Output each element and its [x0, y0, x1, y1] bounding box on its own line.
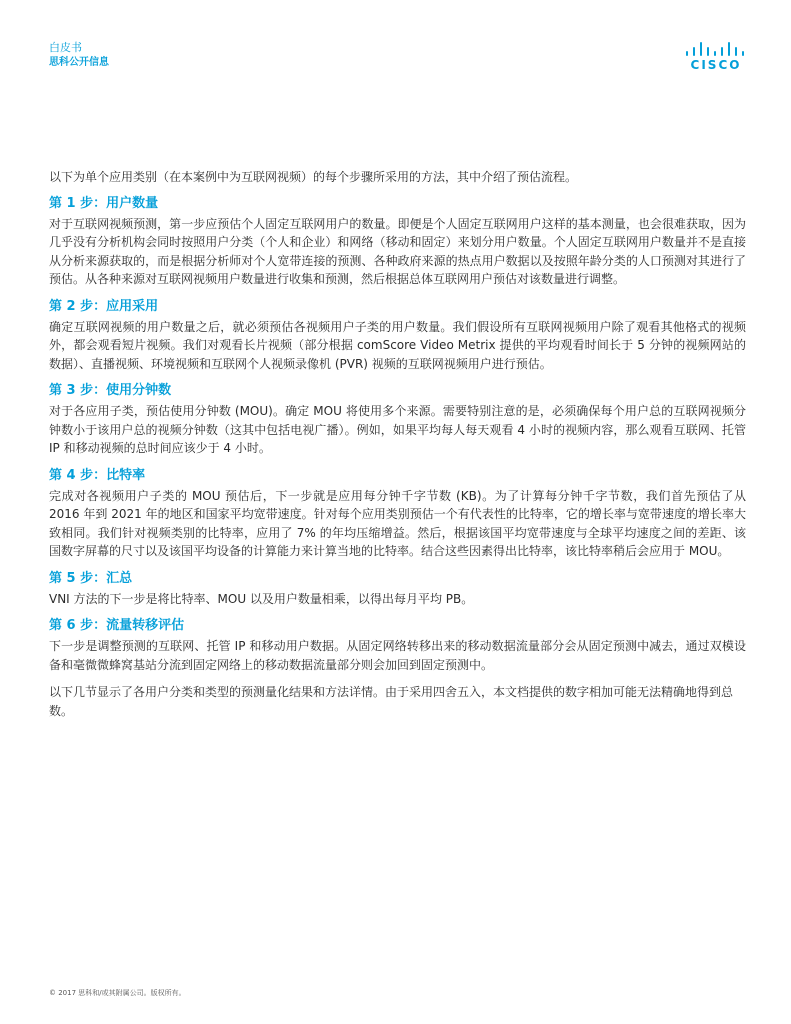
cisco-logo [685, 42, 747, 74]
cisco-logo-bars-icon [685, 42, 747, 56]
cisco-logo-wordmark: CISCO [690, 58, 742, 72]
document-type-label: 白皮书 [49, 41, 82, 54]
step-heading: 第 2 步：应用采用 [49, 298, 159, 314]
step-paragraph: 对于各应用子类，预估使用分钟数 (MOU)。确定 MOU 将使用多个来源。需要特别注意的是，必须确保每个用户总的互联网视频分钟数小于该用户总的视频分钟数（这其中包括电视广播）。例如，如果平均每人每天观看 4 小时的视频内容，那么观看互联网、托管 IP 和移动视频的总时间应该少于 4 小时。 [49, 404, 746, 455]
step-section [49, 298, 746, 374]
step-section [49, 382, 746, 458]
step-section [49, 570, 746, 609]
closing-paragraph: 以下几节显示了各用户分类和类型的预测量化结果和方法详情。由于采用四舍五入，本文档提供的数字相加可能无法精确地得到总数。 [49, 685, 734, 718]
classification-label: 思科公开信息 [49, 57, 109, 68]
step-heading: 第 6 步：流量转移评估 [49, 618, 185, 633]
step-heading: 第 1 步：用户数量 [49, 195, 159, 211]
step-section [49, 617, 746, 674]
intro-paragraph: 以下为单个应用类别（在本案例中为互联网视频）的每个步骤所采用的方法，其中介绍了预估流程。 [49, 170, 578, 184]
step-heading: 第 4 步：比特率 [49, 467, 146, 483]
step-paragraph: 确定互联网视频的用户数量之后，就必须预估各视频用户子类的用户数量。我们假设所有互联网视频用户除了观看其他格式的视频外，都会观看短片视频。我们对观看长片视频（部分根据 comScore Video Metrix 提供的平均观看时间长于 5 分钟的视频网站的数据）、直播视频、环境视频和互联网个人视频录像机 (PVR) 视频的互联网视频用户进行预估。 [49, 319, 746, 371]
step-section [49, 467, 746, 561]
step-heading: 第 3 步：使用分钟数 [49, 383, 172, 398]
document-header [49, 40, 109, 70]
step-paragraph: 完成对各视频用户子类的 MOU 预估后，下一步就是应用每分钟千字节数 (KB)。为了计算每分钟千字节数，我们首先预估了从 2016 年到 2021 年的地区和国家平均宽带速度。针对每个应用类别预估一个有代表性的比特率，它的增长率与宽带速度的增长率大致相同。我们针对视频类别的比特率，应用了 7% 的年均压缩增益。然后，根据该国平均宽带速度与全球平均速度之间的差距、该国数字屏幕的尺寸以及该国平均设备的计算能力来计算当地的比特率。结合这些因素得出比特率，该比特率稍后会应用于 MOU。 [49, 488, 746, 558]
step-paragraph: 对于互联网视频预测，第一步应预估个人固定互联网用户的数量。即便是个人固定互联网用户这样的基本测量，也会很难获取，因为几乎没有分析机构会同时按照用户分类（个人和企业）和网络（移动和固定）来划分用户数量。个人固定互联网用户数量并不是直接从分析来源获取的，而是根据分析师对个人宽带连接的预测、各种政府来源的热点用户数据以及按照年龄分类的人口预测对其进行了预估。从各种来源对互联网视频用户数量进行收集和预测，然后根据总体互联网用户预估对该数量进行调整。 [49, 216, 746, 286]
copyright-footer: © 2017 思科和/或其附属公司。版权所有。 [49, 989, 186, 997]
document-body [49, 168, 746, 720]
step-paragraph: 下一步是调整预测的互联网、托管 IP 和移动用户数据。从固定网络转移出来的移动数据流量部分会从固定预测中减去，通过双模设备和毫微微蜂窝基站分流到固定网络上的移动数据流量部分则会加回到固定预测中。 [49, 639, 746, 672]
step-paragraph: VNI 方法的下一步是将比特率、MOU 以及用户数量相乘，以得出每月平均 PB。 [49, 591, 474, 606]
step-heading: 第 5 步：汇总 [49, 570, 133, 586]
step-section [49, 195, 746, 289]
